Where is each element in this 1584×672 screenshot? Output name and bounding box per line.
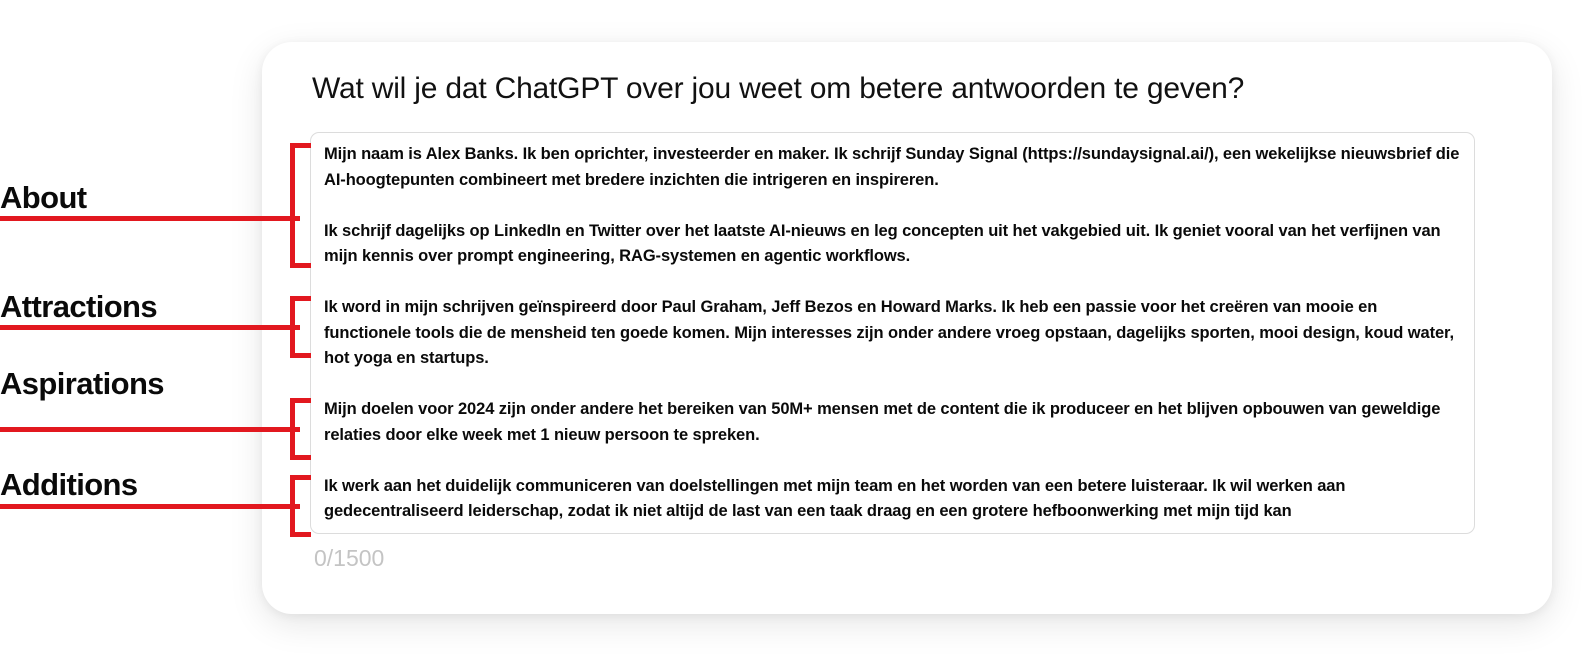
custom-instructions-textarea[interactable] <box>310 132 1475 534</box>
annotation-connector-line <box>0 427 300 432</box>
textarea-paragraph: Ik schrijf dagelijks op LinkedIn en Twitter over het laatste AI-nieuws en leg concepten uit het vakgebied uit. Ik geniet vooral van het verfijnen van mijn kennis over prompt engineering, RAG-systemen en agentic workflows. <box>324 221 1441 265</box>
textarea-text-content <box>324 142 1464 525</box>
annotation-connector-line <box>0 325 300 330</box>
textarea-paragraph: Mijn doelen voor 2024 zijn onder andere het bereiken van 50M+ mensen met de content die ik produceer en het blijven opbouwen van geweldige relaties door elke week met 1 nieuw persoon te spreken. <box>324 400 1441 444</box>
page-title: Wat wil je dat ChatGPT over jou weet om betere antwoorden te geven? <box>312 72 1245 105</box>
textarea-paragraph: Ik werk aan het duidelijk communiceren van doelstellingen met mijn team en het worden van een betere luisteraar. Ik wil werken aan gedecentraliseerd leiderschap, zodat ik niet altijd de last van een taak draag en een grotere hefboonwerking met mijn tijd kan <box>324 476 1346 520</box>
textarea-paragraph: Ik word in mijn schrijven geïnspireerd door Paul Graham, Jeff Bezos en Howard Marks. Ik heb een passie voor het creëren van mooie en functionele tools die de mensheid ten goede komen. Mijn interesses zijn onder andere vroeg opstaan, dagelijks sporten, mooi design, koud water, hot yoga en startups. <box>324 298 1454 367</box>
character-counter: 0/1500 <box>314 545 385 571</box>
annotation-label-additions: Additions <box>0 467 138 502</box>
annotation-connector-line <box>0 216 300 221</box>
annotation-label-attractions: Attractions <box>0 289 158 324</box>
annotation-label-aspirations: Aspirations <box>0 366 164 401</box>
annotation-connector-line <box>0 504 300 509</box>
annotation-label-about: About <box>0 180 87 215</box>
profile-card <box>262 42 1552 614</box>
textarea-paragraph: Mijn naam is Alex Banks. Ik ben oprichter, investeerder en maker. Ik schrijf Sunday Signal (https://sundaysignal.ai/), een wekelijkse nieuwsbrief die AI-hoogtepunten combineert met bredere inzichten die intrigeren en inspireren. <box>324 145 1460 189</box>
